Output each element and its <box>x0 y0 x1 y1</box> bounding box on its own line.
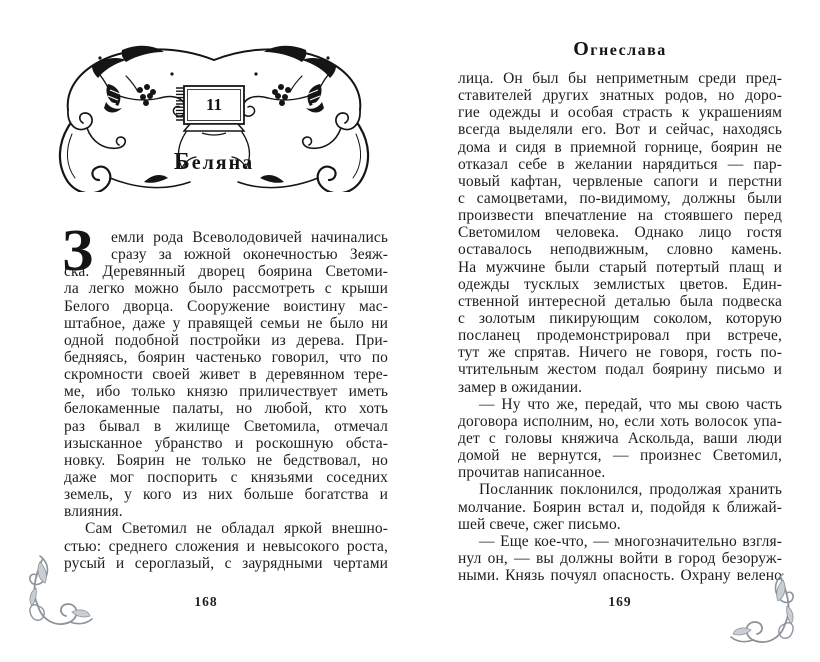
text-line: Светомилом человека. Однако лицо гостя <box>458 224 782 242</box>
text-line: с золотым пикирующим соколом, которую <box>458 309 782 327</box>
text-line: ме, ибо только князю приличествует иметь <box>64 383 388 401</box>
text-line: белокаменные палаты, но любой, кто хоть <box>64 400 388 418</box>
text-line: штабное, даже у правящей семьи не было ни <box>64 314 388 332</box>
text-line: ственной интересной деталью была подвеска <box>458 292 782 310</box>
text-line: изысканное убранство и роскошную обста- <box>64 434 388 452</box>
page-number-left: 168 <box>194 594 218 609</box>
text-line: човый кафтан, червленые сапоги и перстни <box>458 172 782 190</box>
text-line: договора исполним, но, если хоть волосок упа- <box>458 412 782 430</box>
body-text-right <box>458 70 782 584</box>
text-line: сразу за южной оконечностью Зеяж- <box>111 246 388 264</box>
text-line: Сам Светомил не обладал яркой внешно- <box>85 520 388 538</box>
text-line: Белого дворца. Сооружение воистину мас- <box>64 297 388 315</box>
text-line: емли рода Всеволодовичей начинались <box>111 229 388 246</box>
text-line: дет с головы княжича Аскольда, ваши люди <box>458 429 782 447</box>
text-line: — Ну что же, передай, что мы свою часть <box>479 395 782 413</box>
text-line: новку. Боярин не только не бедствовал, но <box>64 451 388 469</box>
text-line: с самоцветами, по-видимому, должны были <box>458 189 782 207</box>
page-number-right: 169 <box>608 594 632 609</box>
chapter-number: 11 <box>205 95 223 114</box>
text-line: скромности своей живет в деревянном тере- <box>64 366 388 384</box>
text-line: русый и сероглазый, с заурядными чертами <box>64 554 388 572</box>
running-header: Огнеслава <box>573 38 667 60</box>
drop-cap: З <box>62 217 94 283</box>
text-line: домой не вернутся, — произнес Светомил, <box>458 447 782 465</box>
floral-corner-flourish-right-icon <box>728 570 800 648</box>
text-line: чтительным жестом подал боярину письмо и <box>458 361 782 379</box>
body-text-left <box>64 229 388 572</box>
text-line: произвести впечатление на стоявшего перед <box>458 207 782 225</box>
text-line: прочитав написанное. <box>458 464 606 482</box>
text-line: гие одежды и особая страсть к украшениям <box>458 104 782 122</box>
text-line: нул он, — вы должны войти в город безоруж- <box>458 549 782 567</box>
text-line: молчание. Боярин встал и, подойдя к ближай- <box>458 498 782 516</box>
text-line: ла легко можно было рассмотреть с крыши <box>64 280 388 298</box>
text-line: ска. Деревянный дворец боярина Светоми- <box>64 263 388 281</box>
text-line: На мужчине были старый потертый плащ и <box>458 258 782 276</box>
text-line: одежды тусклых землистых цветов. Един- <box>458 275 782 293</box>
text-line: стью: среднего сложения и невысокого роста, <box>64 537 388 555</box>
text-line: — Еще кое-что, — многозначительно взгля- <box>479 532 782 550</box>
text-line: замер в ожидании. <box>458 378 583 396</box>
text-line: оставалось неподвижным, словно камень. <box>458 241 782 259</box>
text-line: влияния. <box>64 503 123 521</box>
text-line: одной подобной постройки из дерева. При- <box>64 331 388 349</box>
text-line: ными. Князь почуял опасность. Охрану велено <box>458 567 782 585</box>
text-line: раз бывал в жилище Светомила, отмечал <box>64 417 388 435</box>
text-line: земель, у кого из них больше богатства и <box>64 486 388 504</box>
floral-corner-flourish-left-icon <box>24 552 94 630</box>
text-line: всегда выделяли его. Вот и сейчас, находясь <box>458 121 782 139</box>
chapter-title: Беляна <box>173 149 255 175</box>
text-line: лица. Он был бы неприметным среди пред- <box>458 70 782 87</box>
text-line: ставителей других знатных родов, но доро- <box>458 87 782 105</box>
text-line: шей свече, сжег письмо. <box>458 515 621 533</box>
text-line: отказал себе в желании нарядиться — пар- <box>458 155 782 173</box>
text-line: Посланник поклонился, продолжая хранить <box>479 481 782 499</box>
text-line: бедняясь, боярин частенько говорил, что по <box>64 348 388 366</box>
text-line: дома и сидя в приемной горнице, боярин не <box>458 138 782 156</box>
text-line: посланец продемонстрировал при встрече, <box>458 327 782 345</box>
text-line: тут же спрятав. Ничего не говоря, гость по- <box>458 344 782 362</box>
text-line: даже мог поспорить с князьями соседних <box>64 468 388 486</box>
